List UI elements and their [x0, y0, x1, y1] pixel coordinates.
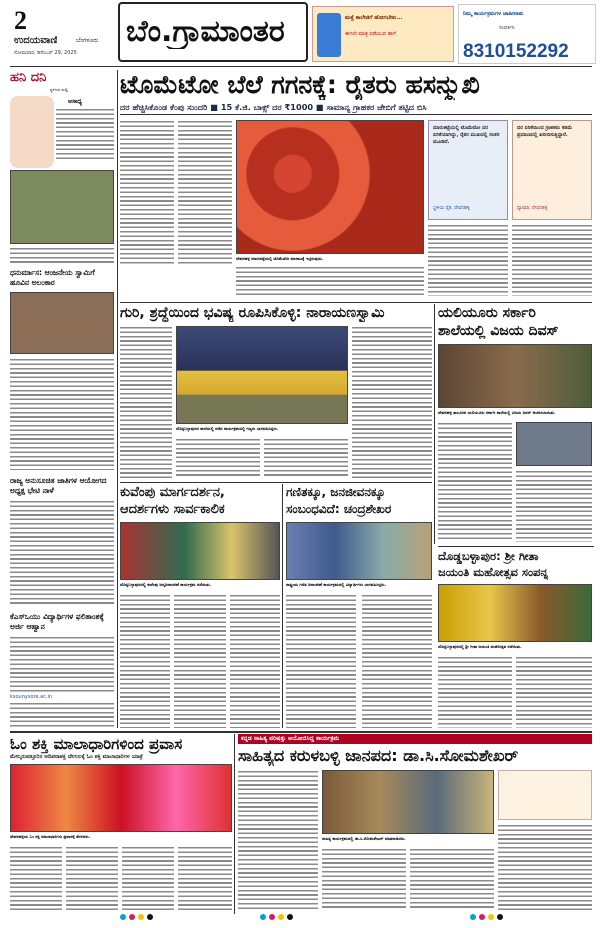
- edition: ಬೆಂಗಳೂರು: [76, 37, 99, 44]
- shabari-col-1: [10, 846, 62, 912]
- sahithya-kicker: ಕನ್ನಡ ಸಾಹಿತ್ಯ ಪರಿಷತ್ತು ಆಯೋಜಿಸಿದ್ದ ಕಾರ್ಯಕ್ರಮ: [238, 734, 592, 744]
- ganitha-divider: [282, 484, 283, 728]
- sahithya-caption: ಸಾಹಿತ್ಯ ಕಾರ್ಯಕ್ರಮದಲ್ಲಿ ಡಾ.ಸಿ.ಸೋಮಶೇಖರ್ ಮಾತನಾಡಿದರು.: [322, 836, 406, 841]
- sahithya-photo: [322, 770, 494, 834]
- mark-magenta-2: [269, 914, 275, 920]
- sidebar-article-2-title: ರಾಜ್ಯ ಅನುಸೂಚಿತ ಜಾತಿಗಳ ಆಯೋಗದ ಅಧ್ಯಕ್ಷ ಭೇಟಿ ನಾಳೆ: [10, 476, 107, 495]
- sidebar-article-1-text: [10, 358, 114, 470]
- shabari-caption: ದೇವನಹಳ್ಳಿಯ ಓಂ ಶಕ್ತಿ ಮಾಲಾಧಾರಿಗಳು ಪ್ರವಾಸಕ್ಕೆ ತೆರಳಿದರು.: [10, 834, 91, 839]
- date-line: ಸೋಮವಾರ, ಡಿಸೆಂಬರ್ 29, 2025: [14, 50, 77, 56]
- mark-cyan-2: [260, 914, 266, 920]
- mark-magenta-3: [479, 914, 485, 920]
- sidebar-article-2-text: [10, 500, 114, 606]
- yalliyur-caption: ದೇವನಹಳ್ಳಿ ತಾಲೂಕಿನ ಯಲಿಯೂರು ಸರ್ಕಾರಿ ಶಾಲೆಯಲ್ಲಿ ವಿಜಯ ದಿವಸ್ ಆಚರಿಸಲಾಯಿತು.: [438, 410, 556, 415]
- ad-banner-2: [458, 4, 596, 64]
- mark-magenta: [129, 914, 135, 920]
- sahithya-story: [238, 734, 592, 914]
- lead-quote-box-1: [428, 120, 508, 220]
- lead-bottom-rule: [120, 302, 592, 303]
- registration-marks-mid: [260, 914, 320, 922]
- yalliyur-col-2: [516, 470, 592, 542]
- sidebar-brief-text: [56, 108, 114, 162]
- sahithya-col-4: [498, 824, 592, 910]
- kuvempu-headline-2: ಆದರ್ಶಗಳು ಸಾರ್ವಕಾಲಿಕ: [120, 502, 225, 517]
- mark-cyan: [120, 914, 126, 920]
- lead-quote-box-2: [512, 120, 592, 220]
- yalliyur-headline-2: ಶಾಲೆಯಲ್ಲಿ ವಿಜಯ ದಿವಸ್: [438, 323, 559, 339]
- yalliyur-photo-2: [516, 422, 592, 466]
- guri-col-3: [264, 438, 348, 478]
- ad-phone: 8310152292: [463, 41, 569, 62]
- kuvempu-caption: ದೊಡ್ಡಬಳ್ಳಾಪುರದಲ್ಲಿ ಕುವೆಂಪು ಜನ್ಮದಿನಾಚರಣೆ ಕಾರ್ಯಕ್ರಮ ನಡೆಯಿತು.: [120, 582, 212, 587]
- ad-banner-1: [312, 6, 454, 62]
- shabari-story: [10, 734, 232, 914]
- lead-sub-rule: [120, 114, 592, 115]
- sahithya-col-2: [322, 848, 406, 910]
- geetha-story: [438, 548, 594, 728]
- ad-banner-2-sub: ಸಂಪರ್ಕಿಸಿ: [499, 25, 515, 31]
- lead-col-3: [236, 266, 424, 296]
- sahithya-headline: ಸಾಹಿತ್ಯದ ಕರುಳಬಳ್ಳಿ ಜಾನಪದ: ಡಾ.ಸಿ.ಸೋಮಶೇಖರ್: [238, 746, 519, 765]
- lead-headline: ಟೊಮೆಟೋ ಬೆಲೆ ಗಗನಕ್ಕೆ: ರೈತರು ಹಸನ್ಮುಖಿ: [120, 70, 480, 99]
- kuvempu-col-2: [174, 594, 226, 728]
- sidebar-divider: [117, 70, 118, 728]
- geetha-headline-2: ಜಯಂತಿ ಮಹೋತ್ಸವ ಸಂಪನ್ನ: [438, 565, 549, 579]
- yalliyur-photo: [438, 344, 592, 408]
- masthead-rule: [10, 66, 592, 67]
- shabari-col-4: [178, 846, 232, 912]
- registration-marks-right: [470, 914, 530, 922]
- mark-cyan-3: [470, 914, 476, 920]
- lead-photo-caption: ದೇವನಹಳ್ಳಿ ಮಾರುಕಟ್ಟೆಯಲ್ಲಿ ಟೊಮೆಟೋ ಮಾರಾಟಕ್ಕೆ ಇಟ್ಟಿರುವುದು.: [236, 256, 324, 261]
- sidebar-brief-title: ಆಸಾಧ್ಯ: [68, 98, 82, 105]
- mark-yellow-2: [278, 914, 284, 920]
- paper-name: ಉದಯವಾಣಿ: [14, 35, 58, 46]
- guri-photo: [176, 326, 348, 424]
- lead-subhead: ದರ ಹೆಚ್ಚಿಸಿಕೊಂಡ ಕೆಂಪು ಸುಂದರಿ ■ 15 ಕೆ.ಜಿ. ಬಾಕ್ಸ್ ದರ ₹1000 ■ ಸಾಮಾನ್ಯ ಗ್ರಾಹಕರ ಜೇಬಿಗೆ ತಟ್ಟಿದ ಬಿಸಿ: [120, 102, 427, 112]
- shabari-col-3: [122, 846, 174, 912]
- mark-yellow: [138, 914, 144, 920]
- kuvempu-photo: [120, 522, 280, 580]
- sidebar: [10, 70, 114, 730]
- guri-col-2: [176, 438, 260, 478]
- kuvempu-headline-1: ಕುವೆಂಪು ಮಾರ್ಗದರ್ಶನ,: [120, 485, 225, 500]
- sidebar-logo-sub: ಸ್ಥಳೀಯ ಸುದ್ದಿ: [50, 87, 68, 92]
- sidebar-article-1-title: ಧನುರ್ಮಾಸ: ಆಂಜನೇಯ ಸ್ವಾಮಿಗೆ ಹೂವಿನ ಅಲಂಕಾರ: [10, 268, 95, 287]
- lead-quote-1: ಮಾರುಕಟ್ಟೆಯಲ್ಲಿ ಟೊಮೆಟೋ ದರ ಏರಿಕೆಯಾಗಿದ್ದು, ರೈತರ ಮುಖದಲ್ಲಿ ಸಂತಸ ಮೂಡಿದೆ.: [433, 125, 500, 145]
- lead-col-5: [512, 224, 592, 296]
- geetha-headline-1: ದೊಡ್ಡಬಳ್ಳಾಪುರ: ಶ್ರೀ ಗೀತಾ: [438, 549, 539, 563]
- sidebar-article-3-title: ಕೆಎಸ್‌ಒಯು ವಿದ್ಯಾರ್ಥಿಗಳ ಫಲಿತಾಂಶಕ್ಕೆ ಅರ್ಜಿ ಆಹ್ವಾನ: [10, 612, 104, 631]
- section-title-box: [118, 2, 308, 62]
- kuvempu-story: [120, 484, 280, 728]
- lead-col-4: [428, 224, 508, 296]
- bottom-divider: [234, 734, 235, 914]
- mark-black-2: [287, 914, 293, 920]
- lead-quote-2-by: ವ್ಯಾಪಾರಿ, ದೇವನಹಳ್ಳಿ: [517, 206, 548, 211]
- bottom-section-rule: [10, 731, 592, 733]
- sidebar-photo-2: [10, 292, 114, 354]
- ganitha-headline-2: ಸಂಬಂಧವಿದೆ: ಚಂದ್ರಶೇಖರ: [286, 502, 392, 516]
- page-number: 2: [14, 6, 27, 35]
- guri-story: [120, 304, 432, 480]
- ganitha-col-1: [286, 594, 356, 728]
- mark-black: [147, 914, 153, 920]
- shabari-col-2: [66, 846, 118, 912]
- geetha-caption: ದೊಡ್ಡಬಳ್ಳಾಪುರದಲ್ಲಿ ಶ್ರೀ ಗೀತಾ ಜಯಂತಿ ಮಹೋತ್ಸವ ನಡೆಯಿತು.: [438, 644, 522, 649]
- ad-banner-1-sub: ಈಗಲೇ ಮಾತ್ರ ಪಡೆಯುವ ಹಾಗೆ: [345, 31, 396, 37]
- ad-banner-1-text: ಮತ್ತೆ ಕಾಲೇಜಿಗೆ ಹೋಗಬೇಕು...: [345, 15, 403, 21]
- sidebar-logo: ಹನಿ ದನಿ: [10, 70, 47, 85]
- sidebar-illustration: [10, 96, 54, 168]
- section-title: ಬೆಂ.ಗ್ರಾಮಾಂತರ: [126, 14, 285, 49]
- lead-col-1: [120, 120, 174, 266]
- sidebar-article-3-text: [10, 636, 114, 692]
- phone-graphic: [317, 13, 341, 57]
- ganitha-col-2: [362, 594, 432, 728]
- sidebar-article-3-url[interactable]: ksounysore.ac.in: [10, 694, 53, 700]
- guri-headline: ಗುರಿ, ಶ್ರದ್ಧೆಯಿಂದ ಭವಿಷ್ಯ ರೂಪಿಸಿಕೊಳ್ಳಿ: ನಾರಾಯಣಸ್ವಾಮಿ: [120, 305, 385, 321]
- lead-story: [120, 70, 592, 300]
- sidebar-photo-1: [10, 170, 114, 244]
- geetha-photo: [438, 584, 592, 642]
- sidebar-caption-1: [10, 247, 114, 263]
- guri-col-4: [352, 326, 432, 478]
- masthead: [0, 0, 600, 68]
- ad-banner-2-text: ನಿಮ್ಮ ಕಾರ್ಯಕ್ರಮಗಳ ಜಾಹೀರಾತು: [463, 11, 524, 17]
- kuvempu-col-3: [230, 594, 280, 728]
- lead-col-2: [178, 120, 232, 266]
- sahithya-col-3: [410, 848, 494, 910]
- geetha-top-rule: [438, 546, 594, 547]
- ganitha-headline-1: ಗಣಿತಕ್ಕೂ, ಜನಜೀವನಕ್ಕೂ: [286, 485, 386, 499]
- yalliyur-col-1: [438, 422, 512, 542]
- guri-col-1: [120, 326, 172, 478]
- shabari-photo: [10, 764, 232, 832]
- shabari-subhead: ಮೇಲ್ಮರುವತ್ತೂರಿನ ಆದಿಪರಾಶಕ್ತಿ ದೇಗುಲಕ್ಕೆ ಓಂ ಶಕ್ತಿ ಮಾಲಾಧಾರಿಗಳ ಯಾತ್ರೆ: [10, 754, 143, 760]
- mark-black-3: [497, 914, 503, 920]
- yalliyur-divider: [434, 304, 435, 544]
- yalliyur-story: [438, 304, 594, 544]
- mark-yellow-3: [488, 914, 494, 920]
- lead-quote-1-by: ಸ್ಥಳೀಯ ರೈತ, ದೇವನಹಳ್ಳಿ: [433, 206, 470, 211]
- ganitha-story: [286, 484, 432, 728]
- ganitha-photo: [286, 522, 432, 580]
- shabari-headline: ಓಂ ಶಕ್ತಿ ಮಾಲಾಧಾರಿಗಳಿಂದ ಪ್ರವಾಸ: [10, 735, 183, 753]
- sahithya-sidebox: [498, 770, 592, 820]
- kuvempu-top-rule: [120, 482, 432, 483]
- ganitha-caption: ರಾಷ್ಟ್ರೀಯ ಗಣಿತ ದಿನಾಚರಣೆ ಕಾರ್ಯಕ್ರಮದಲ್ಲಿ ವಿದ್ಯಾರ್ಥಿಗಳು ಭಾಗವಹಿಸಿದ್ದರು.: [286, 582, 387, 587]
- sidebar-article-3-text-2: [10, 702, 114, 728]
- geetha-col-2: [516, 656, 592, 728]
- geetha-col-1: [438, 656, 512, 728]
- kuvempu-col-1: [120, 594, 170, 728]
- registration-marks-left: [120, 914, 180, 922]
- sahithya-col-1: [238, 770, 318, 910]
- lead-quote-2: ದರ ಏರಿಕೆಯಿಂದ ಗ್ರಾಹಕರು ಕಡಿಮೆ ಪ್ರಮಾಣದಲ್ಲಿ ಖರೀದಿಸುತ್ತಿದ್ದಾರೆ.: [517, 125, 573, 138]
- yalliyur-headline-1: ಯಲಿಯೂರು ಸರ್ಕಾರಿ: [438, 305, 536, 321]
- lead-photo: [236, 120, 424, 254]
- guri-caption: ದೊಡ್ಡಬಳ್ಳಾಪುರದ ಶಾಲೆಯಲ್ಲಿ ನಡೆದ ಕಾರ್ಯಕ್ರಮದಲ್ಲಿ ಗಣ್ಯರು ಭಾಗವಹಿಸಿದ್ದರು.: [176, 426, 279, 431]
